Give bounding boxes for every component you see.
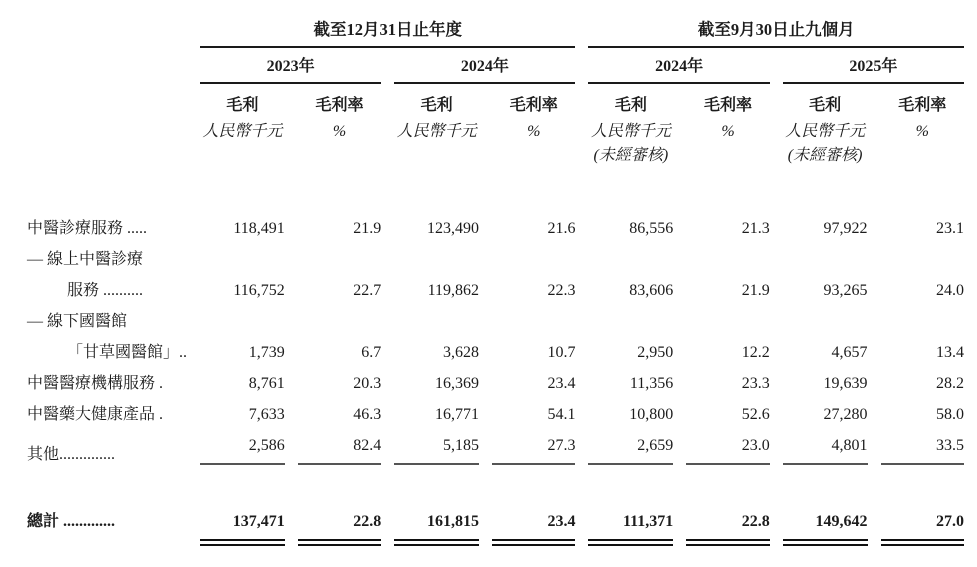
period-header-nine-months: 截至9月30日止九個月 bbox=[588, 10, 964, 48]
cell-value: 23.1 bbox=[936, 220, 964, 237]
cell-value: 27.3 bbox=[492, 425, 575, 465]
cell-value: 23.0 bbox=[686, 425, 769, 465]
cell-value: 3,628 bbox=[443, 344, 480, 361]
cell-value: 5,185 bbox=[394, 425, 479, 465]
cell-value: 2,659 bbox=[588, 425, 673, 465]
cell-value: 97,922 bbox=[823, 220, 868, 237]
total-value: 149,642 bbox=[815, 513, 868, 530]
cell-value: 13.4 bbox=[936, 344, 964, 361]
row-label-line2: 服務 .......... bbox=[67, 282, 144, 299]
double-rule bbox=[298, 539, 381, 546]
double-rule bbox=[881, 539, 965, 546]
table-row-tcm-diagnosis bbox=[27, 208, 964, 239]
total-value: 137,471 bbox=[232, 513, 285, 530]
percent-unit-label: % bbox=[332, 123, 347, 140]
cell-value: 16,771 bbox=[435, 406, 480, 423]
year-header-2025: 2025年 bbox=[783, 48, 964, 84]
cell-value: 21.9 bbox=[741, 282, 770, 299]
table-row-online-tcm bbox=[27, 239, 964, 301]
cell-value: 4,657 bbox=[831, 344, 868, 361]
table-row-others bbox=[27, 425, 964, 465]
row-label: 其他.............. bbox=[27, 446, 116, 463]
period-header-annual: 截至12月31日止年度 bbox=[200, 10, 575, 48]
row-label: 中醫藥大健康產品 . bbox=[27, 406, 164, 423]
spacer-row bbox=[27, 166, 964, 208]
currency-unit-label: 人民幣千元 bbox=[202, 123, 283, 140]
double-rule-row bbox=[27, 539, 964, 546]
row-label: 中醫醫療機構服務 . bbox=[27, 375, 164, 392]
corner-spacer bbox=[27, 10, 187, 48]
cell-value: 116,752 bbox=[233, 282, 285, 299]
year-header-2023: 2023年 bbox=[200, 48, 381, 84]
row-label-line1: — 線上中醫診療 bbox=[27, 251, 144, 268]
total-value: 161,815 bbox=[427, 513, 480, 530]
gross-profit-header: 毛利 bbox=[420, 97, 453, 114]
double-rule bbox=[588, 539, 673, 546]
row-label-line2: 「甘草國醫館」.. bbox=[67, 344, 188, 361]
cell-value: 123,490 bbox=[427, 220, 480, 237]
cell-value: 21.6 bbox=[547, 220, 576, 237]
cell-value: 23.3 bbox=[741, 375, 770, 392]
total-row bbox=[27, 501, 964, 539]
cell-value: 83,606 bbox=[629, 282, 674, 299]
currency-unit-label: 人民幣千元 bbox=[785, 123, 866, 140]
cell-value: 19,639 bbox=[823, 375, 868, 392]
cell-value: 8,761 bbox=[248, 375, 285, 392]
cell-value: 12.2 bbox=[741, 344, 770, 361]
total-value: 27.0 bbox=[936, 513, 964, 530]
total-label: 總計 ............. bbox=[27, 513, 116, 530]
percent-unit-label: % bbox=[915, 123, 929, 140]
total-value: 22.8 bbox=[741, 513, 770, 530]
cell-value: 93,265 bbox=[823, 282, 868, 299]
gross-margin-header: 毛利率 bbox=[898, 97, 947, 114]
row-label: 中醫診療服務 ..... bbox=[27, 220, 148, 237]
year-header-2024-annual: 2024年 bbox=[394, 48, 575, 84]
year-header-row bbox=[27, 48, 964, 84]
unaudited-row bbox=[27, 142, 964, 166]
cell-value: 46.3 bbox=[353, 406, 382, 423]
cell-value: 2,950 bbox=[637, 344, 674, 361]
cell-value: 119,862 bbox=[427, 282, 480, 299]
gross-profit-table bbox=[14, 10, 977, 546]
cell-value: 23.4 bbox=[547, 375, 576, 392]
total-value: 22.8 bbox=[353, 513, 382, 530]
gross-profit-header: 毛利 bbox=[226, 97, 259, 114]
unit-header-row bbox=[27, 116, 964, 142]
cell-value: 4,801 bbox=[783, 425, 868, 465]
cell-value: 22.7 bbox=[353, 282, 382, 299]
table-row-offline-clinics bbox=[27, 301, 964, 363]
cell-value: 58.0 bbox=[936, 406, 964, 423]
percent-unit-label: % bbox=[721, 123, 735, 140]
double-rule bbox=[783, 539, 868, 546]
gross-margin-header: 毛利率 bbox=[703, 97, 752, 114]
cell-value: 20.3 bbox=[353, 375, 382, 392]
year-header-2024-nine-months: 2024年 bbox=[588, 48, 769, 84]
cell-value: 54.1 bbox=[547, 406, 576, 423]
unaudited-label: (未經審核) bbox=[787, 147, 863, 164]
column-header-row bbox=[27, 84, 964, 116]
currency-unit-label: 人民幣千元 bbox=[396, 123, 477, 140]
gross-profit-header: 毛利 bbox=[809, 97, 842, 114]
cell-value: 10,800 bbox=[629, 406, 674, 423]
cell-value: 7,633 bbox=[248, 406, 285, 423]
row-label bbox=[27, 301, 187, 363]
double-rule bbox=[492, 539, 575, 546]
cell-value: 16,369 bbox=[435, 375, 480, 392]
cell-value: 24.0 bbox=[936, 282, 964, 299]
row-label bbox=[27, 239, 187, 301]
row-label-line1: — 線下國醫館 bbox=[27, 313, 128, 330]
table-row-health-products bbox=[27, 394, 964, 425]
cell-value: 52.6 bbox=[741, 406, 770, 423]
cell-value: 6.7 bbox=[361, 344, 382, 361]
cell-value: 27,280 bbox=[823, 406, 868, 423]
period-header-row bbox=[27, 10, 964, 48]
gross-margin-header: 毛利率 bbox=[315, 97, 364, 114]
double-rule bbox=[200, 539, 285, 546]
table-row-medical-institutions bbox=[27, 363, 964, 394]
cell-value: 82.4 bbox=[298, 425, 381, 465]
double-rule bbox=[686, 539, 769, 546]
double-rule bbox=[394, 539, 479, 546]
total-value: 111,371 bbox=[623, 513, 674, 530]
cell-value: 1,739 bbox=[248, 344, 285, 361]
cell-value: 118,491 bbox=[233, 220, 285, 237]
cell-value: 21.3 bbox=[741, 220, 770, 237]
cell-value: 86,556 bbox=[629, 220, 674, 237]
cell-value: 2,586 bbox=[200, 425, 285, 465]
currency-unit-label: 人民幣千元 bbox=[590, 123, 671, 140]
unaudited-label: (未經審核) bbox=[593, 147, 669, 164]
gross-margin-header: 毛利率 bbox=[509, 97, 558, 114]
cell-value: 10.7 bbox=[547, 344, 576, 361]
percent-unit-label: % bbox=[527, 123, 541, 140]
cell-value: 21.9 bbox=[353, 220, 382, 237]
cell-value: 11,356 bbox=[629, 375, 674, 392]
gross-profit-header: 毛利 bbox=[614, 97, 647, 114]
cell-value: 33.5 bbox=[881, 425, 965, 465]
total-value: 23.4 bbox=[547, 513, 576, 530]
cell-value: 22.3 bbox=[547, 282, 576, 299]
spacer-row bbox=[27, 465, 964, 501]
cell-value: 28.2 bbox=[936, 375, 964, 392]
